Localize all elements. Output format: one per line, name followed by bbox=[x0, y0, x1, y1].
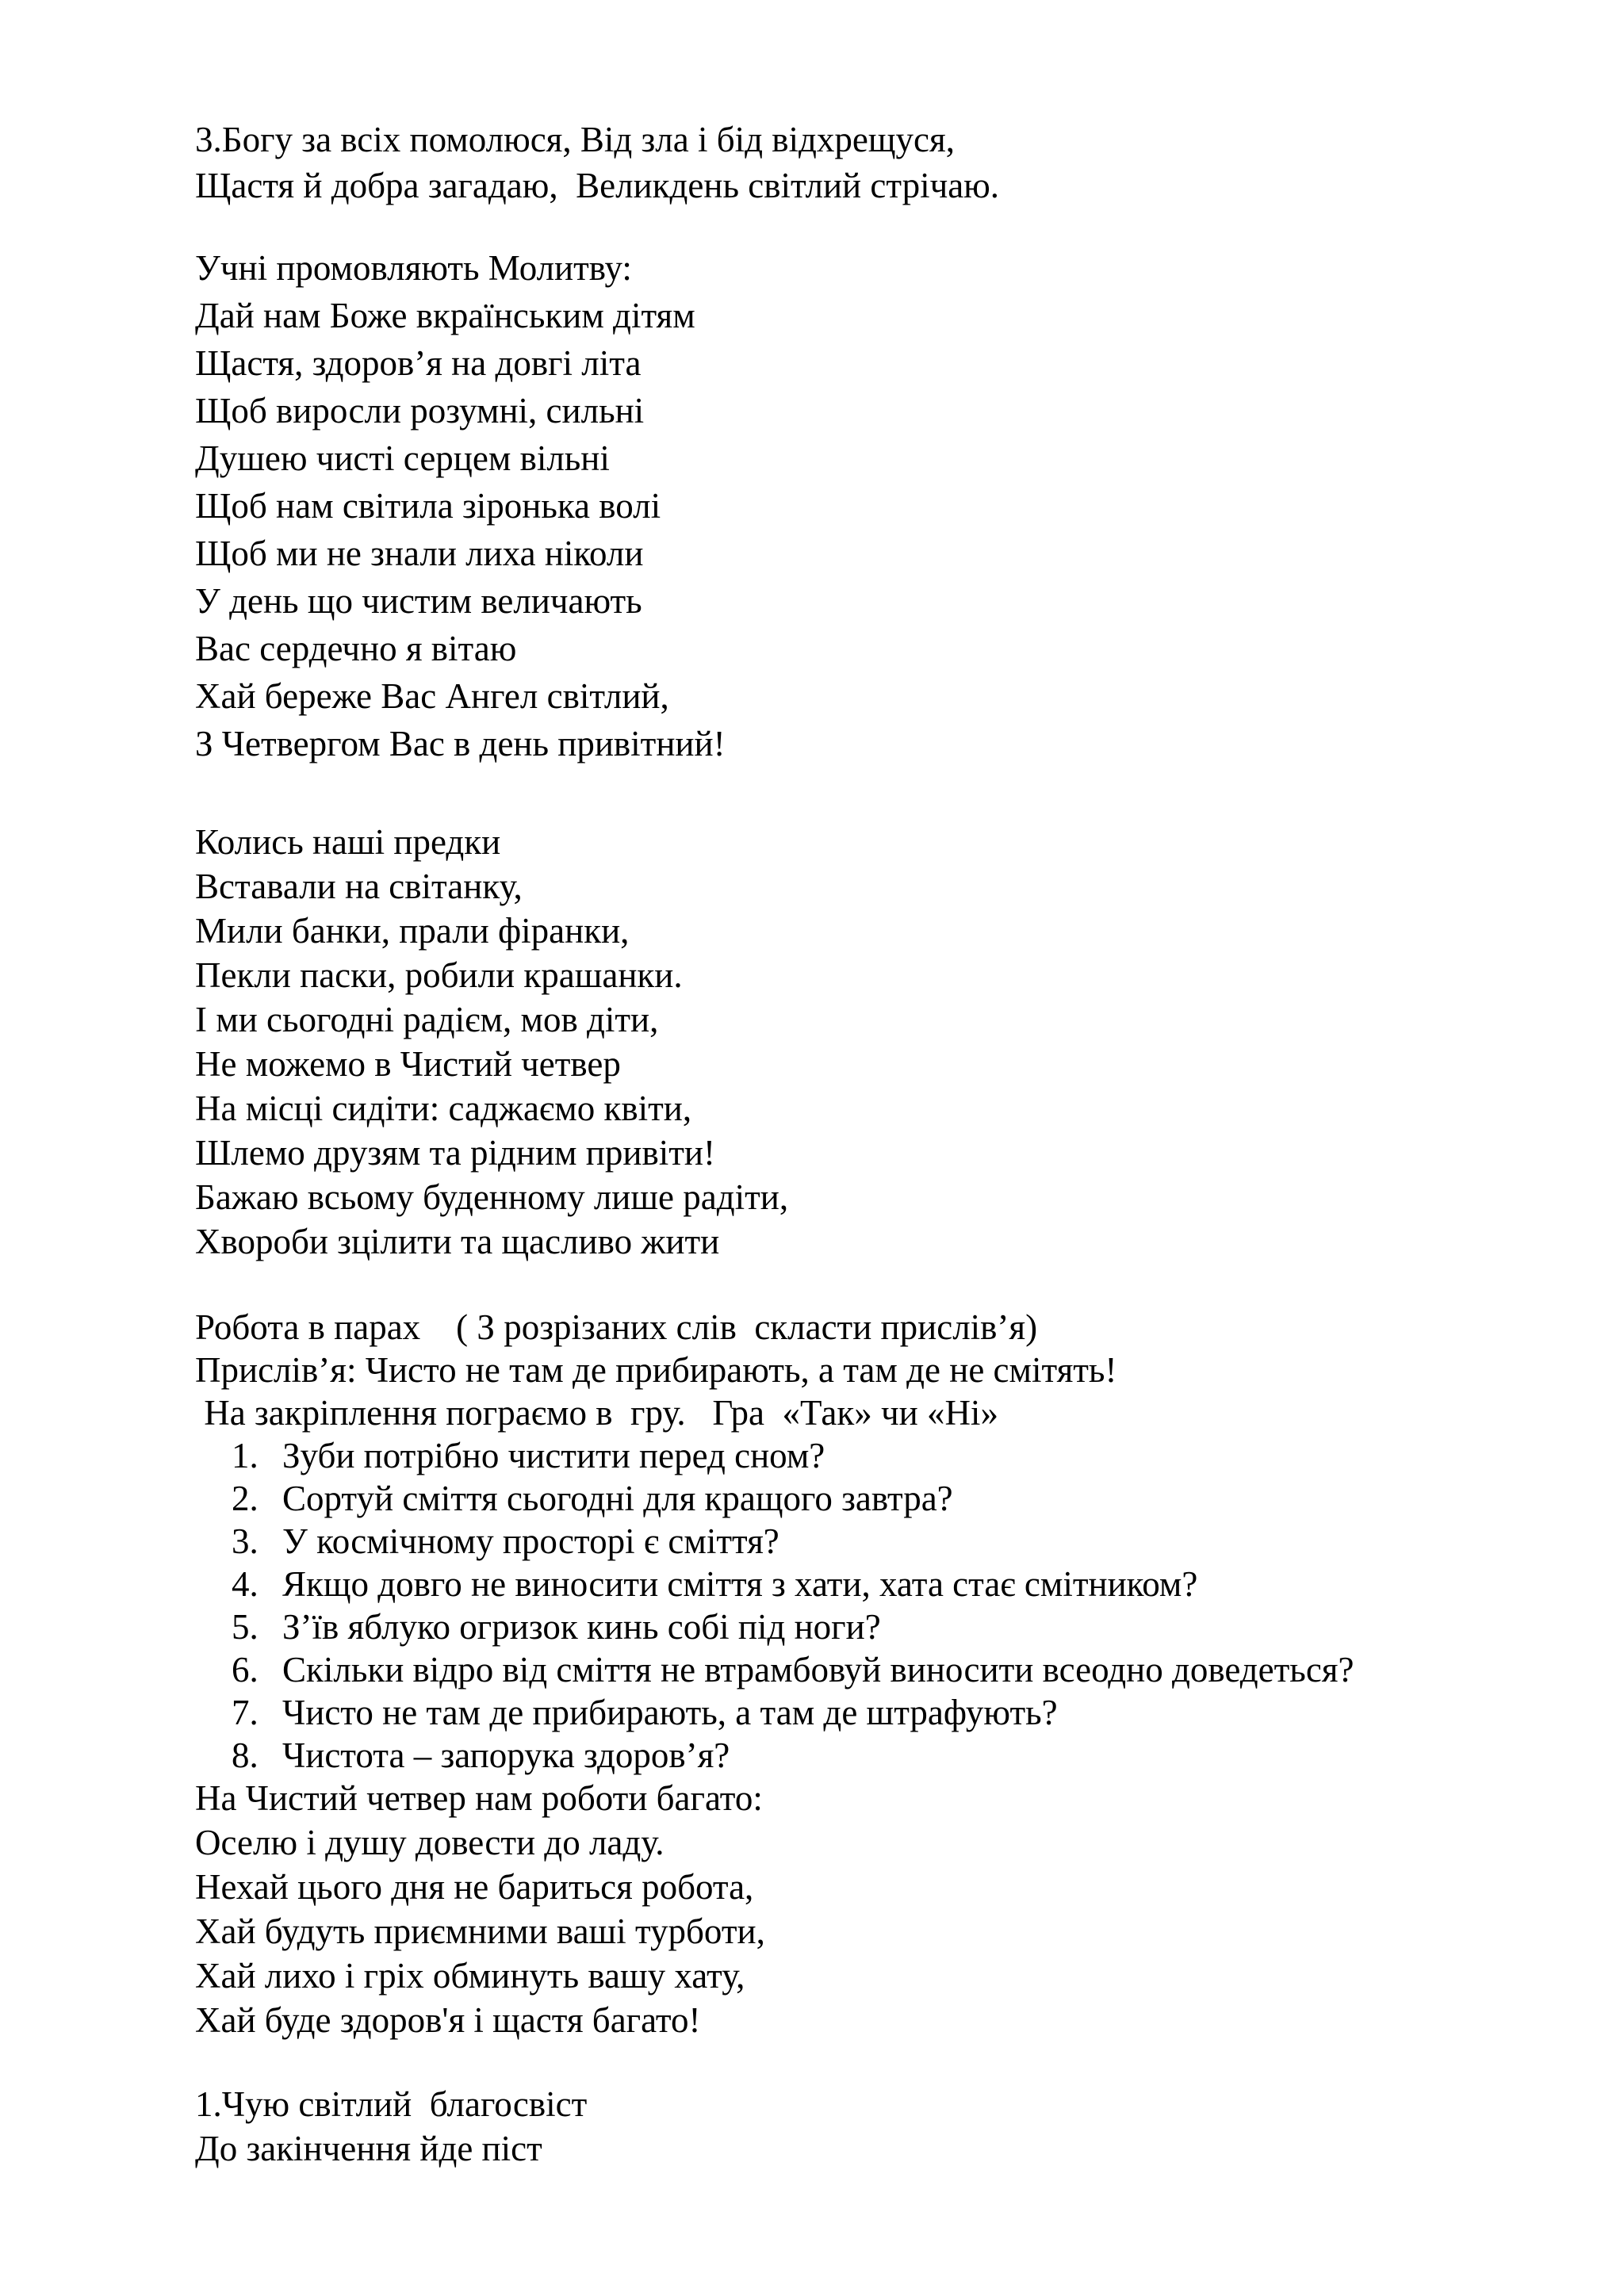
list-item-text: Якщо довго не виносити сміття з хати, хата стає смітником? bbox=[282, 1564, 1198, 1604]
text-line: Хай буде здоров'я і щастя багато! bbox=[195, 2000, 701, 2040]
text-line: Колись наші предки bbox=[195, 822, 501, 862]
list-item-text: У космічному просторі є сміття? bbox=[282, 1521, 779, 1561]
list-item-text: Зуби потрібно чистити перед сном? bbox=[282, 1436, 825, 1475]
list-item bbox=[232, 1733, 730, 1777]
text-line: 1.Чую світлий благосвіст bbox=[195, 2084, 588, 2124]
text-line: Щастя й добра загадаю, Великдень світлий стрічаю. bbox=[195, 166, 1000, 205]
list-item bbox=[232, 1476, 953, 1521]
text-line: Нехай цього дня не бариться робота, bbox=[195, 1867, 754, 1907]
list-number: 2. bbox=[232, 1479, 259, 1518]
list-number: 4. bbox=[232, 1564, 259, 1604]
list-item bbox=[232, 1562, 1197, 1606]
list-number: 6. bbox=[232, 1650, 259, 1689]
list-item-text: З’їв яблуко огризок кинь собі під ноги? bbox=[282, 1607, 881, 1647]
proverb-line: Прислів’я: Чисто не там де прибирають, а там де не смітять! bbox=[195, 1350, 1117, 1390]
text-line: Хай береже Вас Ангел світлий, bbox=[195, 676, 669, 716]
text-line: Душею чисті серцем вільні bbox=[195, 438, 610, 478]
list-item-text: Чистота – запорука здоров’я? bbox=[282, 1735, 730, 1775]
text-line: Щоб ми не знали лиха ніколи bbox=[195, 534, 644, 573]
list-item bbox=[232, 1519, 779, 1563]
text-line: Щоб нам світила зіронька волі bbox=[195, 486, 661, 526]
text-line: 3.Богу за всіх помолюся, Від зла і бід відхрещуся, bbox=[195, 120, 955, 159]
list-item bbox=[232, 1605, 881, 1649]
text-line: Вас сердечно я вітаю bbox=[195, 629, 517, 668]
list-item-text: Сортуй сміття сьогодні для кращого завтра? bbox=[282, 1479, 953, 1518]
list-item bbox=[232, 1433, 825, 1478]
text-line: На Чистий четвер нам роботи багато: bbox=[195, 1778, 763, 1818]
list-item bbox=[232, 1647, 1354, 1692]
text-line: Щоб виросли розумні, сильні bbox=[195, 391, 645, 430]
list-item-text: Чисто не там де прибирають, а там де штрафують? bbox=[282, 1693, 1058, 1732]
text-line: Оселю і душу довести до ладу. bbox=[195, 1823, 665, 1862]
game-intro: На закріплення пограємо в гру. Гра «Так» чи «Ні» bbox=[195, 1393, 998, 1433]
list-number: 1. bbox=[232, 1436, 259, 1475]
text-line: З Четвергом Вас в день привітний! bbox=[195, 724, 726, 763]
text-line: Щастя, здоров’я на довгі літа bbox=[195, 343, 642, 383]
text-line: Бажаю всьому буденному лише радіти, bbox=[195, 1177, 789, 1217]
text-line: Не можемо в Чистий четвер bbox=[195, 1044, 621, 1084]
section-heading: Учні промовляють Молитву: bbox=[195, 248, 632, 288]
pair-work-heading: Робота в парах ( З розрізаних слів скласти прислів’я) bbox=[195, 1307, 1038, 1347]
list-item-text: Скільки відро від сміття не втрамбовуй виносити всеодно доведеться? bbox=[282, 1650, 1354, 1689]
list-number: 8. bbox=[232, 1735, 259, 1775]
text-line: Хвороби зцілити та щасливо жити bbox=[195, 1222, 720, 1261]
text-line: У день що чистим величають bbox=[195, 581, 642, 621]
text-line: Хай лихо і гріх обминуть вашу хату, bbox=[195, 1956, 745, 1996]
text-line: Вставали на світанку, bbox=[195, 867, 523, 906]
text-line: На місці сидіти: саджаємо квіти, bbox=[195, 1089, 692, 1128]
text-line: Дай нам Боже вкраїнським дітям bbox=[195, 296, 695, 335]
text-line: Мили банки, прали фіранки, bbox=[195, 911, 630, 951]
list-number: 3. bbox=[232, 1521, 259, 1561]
text-line: І ми сьогодні радієм, мов діти, bbox=[195, 1000, 659, 1039]
list-number: 7. bbox=[232, 1693, 259, 1732]
text-line: Хай будуть приємними ваші турботи, bbox=[195, 1911, 765, 1951]
list-number: 5. bbox=[232, 1607, 259, 1647]
list-item bbox=[232, 1690, 1058, 1735]
text-line: Шлемо друзям та рідним привіти! bbox=[195, 1133, 715, 1173]
text-line: До закінчення йде піст bbox=[195, 2129, 542, 2168]
text-line: Пекли паски, робили крашанки. bbox=[195, 955, 683, 995]
